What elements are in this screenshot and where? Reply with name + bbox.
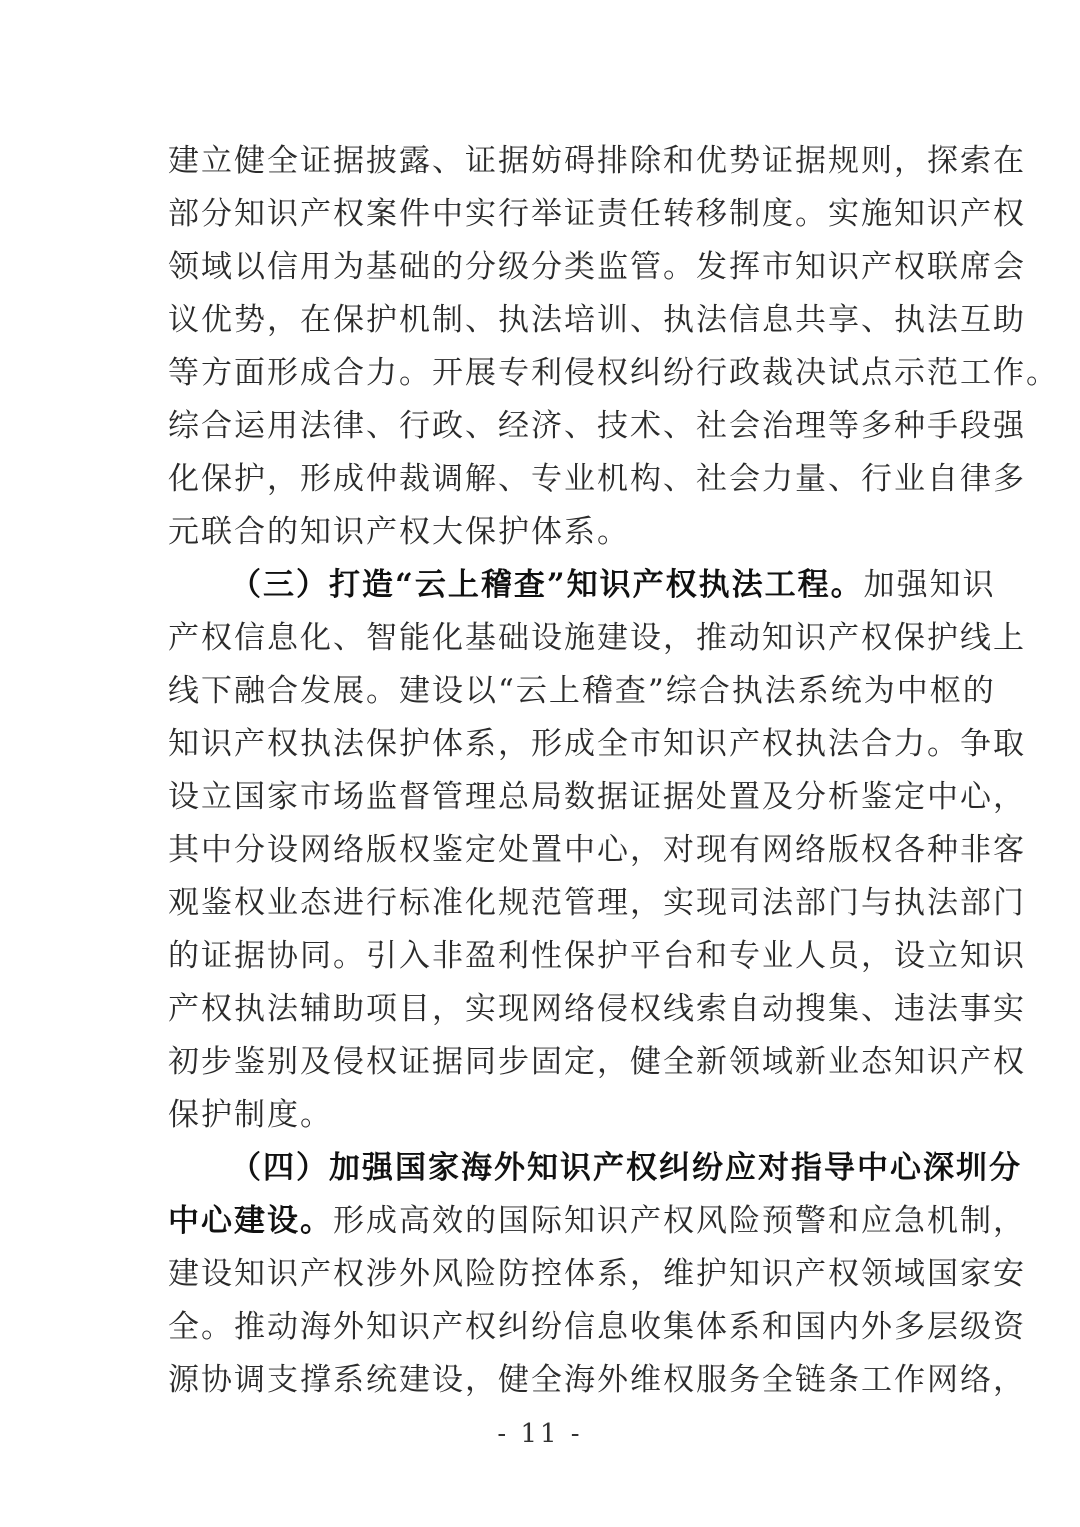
line-text: 化保护，形成仲裁调解、专业机构、社会力量、行业自律多 [168,461,1026,497]
line-text: 源协调支撑系统建设，健全海外维权服务全链条工作网络， [168,1362,1026,1398]
line-text: 元联合的知识产权大保护体系。 [168,514,630,550]
section-heading: （四）加强国家海外知识产权纠纷应对指导中心深圳分 [230,1150,1022,1186]
page-number: - 11 - [497,1419,583,1449]
text-line [168,612,1026,664]
text-line [168,824,1026,876]
text-line [168,506,928,558]
line-text: 知识产权执法保护体系，形成全市知识产权执法合力。争取 [168,726,1026,762]
text-line [168,294,1026,346]
section-heading: （三）打造“云上稽查”知识产权执法工程。 [230,567,864,603]
text-line [168,1036,1026,1088]
text-line [168,771,1026,823]
text-line [168,347,1059,399]
text-line [168,665,996,717]
line-text: 议优势，在保护机制、执法培训、执法信息共享、执法互助 [168,302,1026,338]
line-text: 等方面形成合力。开展专利侵权纠纷行政裁决试点示范工作。 [168,355,1059,391]
line-text: 综合运用法律、行政、经济、技术、社会治理等多种手段强 [168,408,1026,444]
line-text: 加强知识 [863,567,996,603]
text-line [168,1301,1026,1353]
text-line [230,1142,1022,1194]
line-text: 部分知识产权案件中实行举证责任转移制度。实施知识产权 [168,196,1026,232]
text-line [230,559,996,611]
line-text: 初步鉴别及侵权证据同步固定，健全新领域新业态知识产权 [168,1044,1026,1080]
line-text: 形成高效的国际知识产权风险预警和应急机制， [333,1203,1026,1239]
line-text: 全。推动海外知识产权纠纷信息收集体系和国内外多层级资 [168,1309,1026,1345]
line-text: 观鉴权业态进行标准化规范管理，实现司法部门与执法部门 [168,885,1026,921]
text-line [168,400,1026,452]
text-line [168,983,1026,1035]
line-text: 领域以信用为基础的分级分类监管。发挥市知识产权联席会 [168,249,1026,285]
text-line [168,1195,1026,1247]
line-text: 建设知识产权涉外风险防控体系，维护知识产权领域国家安 [168,1256,1026,1292]
line-text: 设立国家市场监督管理总局数据证据处置及分析鉴定中心， [168,779,1026,815]
text-line [168,930,1026,982]
line-text: 产权信息化、智能化基础设施建设，推动知识产权保护线上 [168,620,1026,656]
text-line [168,188,1026,240]
text-line [168,1354,1026,1406]
text-line [168,135,1026,187]
text-line [168,453,1026,505]
line-text: 其中分设网络版权鉴定处置中心，对现有网络版权各种非客 [168,832,1026,868]
text-line [168,718,1026,770]
text-line [168,877,1026,929]
line-text: 线下融合发展。建设以“云上稽查”综合执法系统为中枢的 [168,673,996,709]
text-line [168,1248,1026,1300]
text-line [168,1089,928,1141]
line-text: 建立健全证据披露、证据妨碍排除和优势证据规则，探索在 [168,143,1026,179]
line-text: 的证据协同。引入非盈利性保护平台和专业人员，设立知识 [168,938,1026,974]
line-text: 产权执法辅助项目，实现网络侵权线索自动搜集、违法事实 [168,991,1026,1027]
line-text: 保护制度。 [168,1097,333,1133]
section-heading: 中心建设。 [168,1203,333,1239]
text-line [168,241,1026,293]
